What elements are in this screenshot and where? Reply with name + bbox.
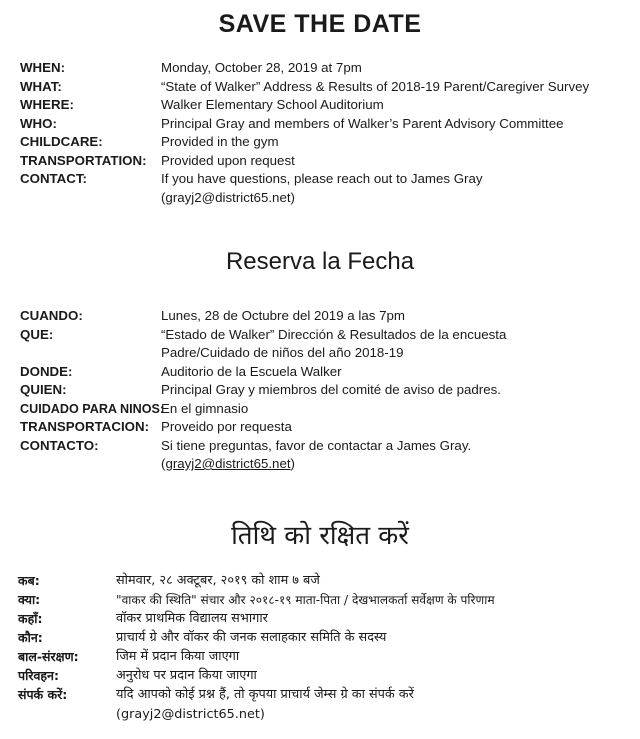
value-quien: Principal Gray y miembros del comité de aviso de padres. — [161, 382, 501, 397]
spanish-email-close: ) — [290, 456, 295, 471]
label-transportation: TRANSPORTATION: — [20, 153, 147, 168]
value-where: Walker Elementary School Auditorium — [161, 97, 384, 112]
spanish-email-wrap — [161, 456, 295, 472]
spanish-title: Reserva la Fecha — [225, 248, 415, 275]
label-quien: QUIEN: — [20, 382, 67, 397]
label-hi-who: कौन: — [18, 630, 43, 645]
value-what: “State of Walker” Address & Results of 2018-19 Parent/Caregiver Survey — [161, 79, 590, 94]
value-contact: If you have questions, please reach out to James Gray — [161, 171, 483, 186]
label-donde: DONDE: — [20, 364, 73, 379]
value-cuando: Lunes, 28 de Octubre del 2019 a las 7pm — [161, 308, 405, 323]
label-what: WHAT: — [20, 79, 62, 94]
spanish-email-link[interactable]: grayj2@district65.net — [165, 456, 291, 471]
label-transportacion: TRANSPORTACION: — [20, 419, 150, 434]
label-cuando: CUANDO: — [20, 308, 83, 323]
label-childcare: CHILDCARE: — [20, 134, 103, 149]
value-when: Monday, October 28, 2019 at 7pm — [161, 60, 362, 75]
label-que: QUE: — [20, 327, 54, 342]
value-who: Principal Gray and members of Walker’s Parent Advisory Committee — [161, 116, 564, 131]
value-hi-when: सोमवार, २८ अक्टूबर, २०१९ को शाम ७ बजे — [116, 573, 320, 588]
label-who: WHO: — [20, 116, 57, 131]
value-donde: Auditorio de la Escuela Walker — [161, 364, 342, 379]
label-cuidado: CUIDADO PARA NINOS: — [20, 402, 165, 416]
value-que: “Estado de Walker” Dirección & Resultados de la encuesta — [161, 327, 507, 342]
value-hi-where: वॉकर प्राथमिक विद्यालय सभागार — [116, 611, 268, 626]
label-contact: CONTACT: — [20, 171, 87, 186]
label-hi-transport: परिवहन: — [18, 668, 59, 683]
value-transportation: Provided upon request — [161, 153, 295, 168]
hindi-title: तिथि को रक्षित करें — [231, 521, 409, 551]
label-hi-when: कब: — [18, 573, 40, 588]
label-hi-childcare: बाल-संरक्षण: — [18, 649, 79, 664]
label-contacto: CONTACTO: — [20, 438, 99, 453]
spanish-email-open: ( — [161, 456, 166, 471]
value-transportacion: Proveido por requesta — [161, 419, 292, 434]
label-hi-contact: संपर्क करें: — [18, 687, 68, 702]
english-email: (grayj2@district65.net) — [161, 190, 295, 205]
label-hi-where: कहाँ: — [18, 611, 43, 626]
value-que-cont: Padre/Cuidado de niños del año 2018-19 — [161, 345, 404, 360]
value-cuidado: En el gimnasio — [161, 401, 249, 416]
value-hi-childcare: जिम में प्रदान किया जाएगा — [116, 649, 240, 664]
value-hi-transport: अनुरोध पर प्रदान किया जाएगा — [116, 668, 257, 683]
value-hi-contact: यदि आपको कोई प्रश्न हैं, तो कृपया प्राचार्य जेम्स ग्रे का संपर्क करें — [116, 687, 414, 702]
label-where: WHERE: — [20, 97, 74, 112]
english-title: SAVE THE DATE — [218, 10, 422, 38]
value-contacto: Si tiene preguntas, favor de contactar a James Gray. — [161, 438, 472, 453]
label-when: WHEN: — [20, 60, 66, 75]
value-childcare: Provided in the gym — [161, 134, 279, 149]
value-hi-what: "वाकर की स्थिति" संचार और २०१८-१९ माता-पिता / देखभालकर्ता सर्वेक्षण के परिणाम — [116, 593, 495, 607]
label-hi-what: क्या: — [18, 592, 41, 607]
value-hi-who: प्राचार्य ग्रे और वॉकर की जनक सलाहकार समिति के सदस्य — [116, 630, 387, 645]
hindi-email: (grayj2@district65.net) — [116, 707, 265, 722]
